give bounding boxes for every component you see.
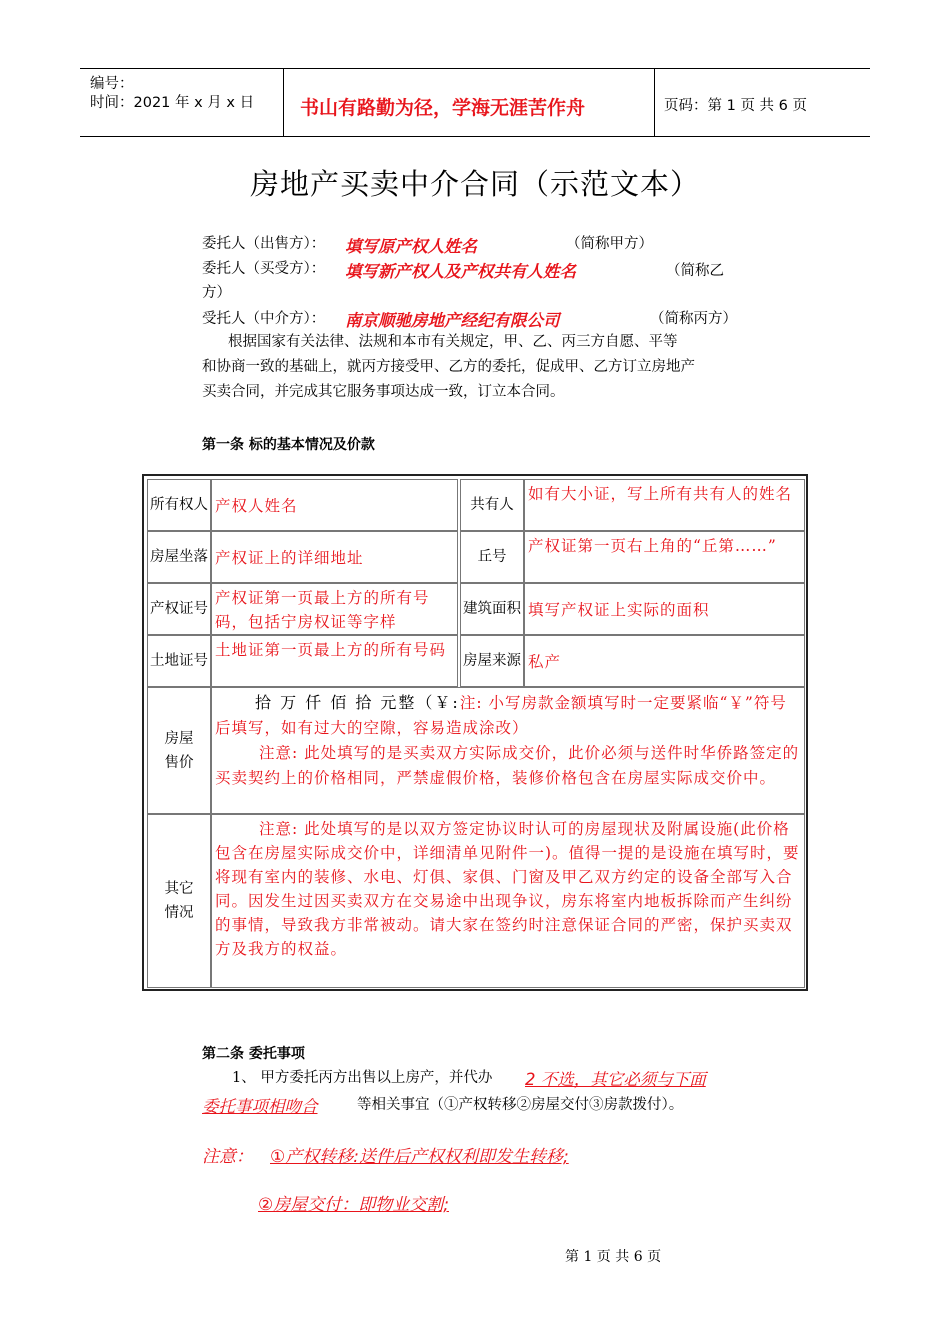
header-bottom-rule [80, 136, 870, 137]
source-value: 私产 [524, 635, 805, 687]
owner-value: 产权人姓名 [211, 479, 458, 531]
note-1: ①产权转移:送件后产权权利即发生转移; [270, 1147, 569, 1167]
co-owner-value: 如有大小证，写上所有共有人的姓名 [524, 479, 805, 531]
doc-date-label: 时间：2021 年 x 月 x 日 [90, 95, 255, 111]
section-1-heading: 第一条 标的基本情况及价款 [202, 437, 375, 453]
plot-label: 丘号 [460, 531, 524, 583]
seller-abbr: （简称甲方） [566, 236, 653, 252]
location-value: 产权证上的详细地址 [211, 531, 458, 583]
item-1-suffix: 等相关事宜（①产权转移②房屋交付③房款拨付）。 [357, 1097, 684, 1113]
area-value: 填写产权证上实际的面积 [524, 583, 805, 635]
price-note-1: 注: 小写房款金额填写时一定要紧临“￥”符号后填写，如有过大的空隙，容易造成涂改） [215, 694, 787, 737]
land-label: 土地证号 [147, 635, 211, 687]
header-divider [654, 69, 655, 136]
buyer-abbr: （简称乙 [666, 263, 724, 279]
price-label: 房屋售价 [147, 687, 211, 814]
header-slogan: 书山有路勤为径，学海无涯苦作舟 [300, 97, 586, 119]
buyer-fill: 填写新产权人及产权共有人姓名 [345, 262, 576, 281]
item-1-fill: 2 不选，其它必须与下面 [525, 1070, 706, 1089]
seller-label: 委托人（出售方）： [202, 236, 326, 252]
owner-label: 所有权人 [147, 479, 211, 531]
intro-line: 买卖合同，并完成其它服务事项达成一致，订立本合同。 [202, 384, 565, 400]
buyer-label: 委托人（买受方）： [202, 261, 326, 277]
other-label: 其它情况 [147, 814, 211, 988]
co-owner-label: 共有人 [460, 479, 524, 531]
agent-fill: 南京顺驰房地产经纪有限公司 [345, 311, 560, 330]
property-table [142, 474, 808, 991]
header-page-label: 页码：第 1 页 共 6 页 [664, 98, 807, 114]
agent-label: 受托人（中介方）： [202, 311, 326, 327]
intro-line: 和协商一致的基础上，就丙方接受甲、乙方的委托，促成甲、乙方订立房地产 [202, 359, 695, 375]
other-value: 注意: 此处填写的是以双方签定协议时认可的房屋现状及附属设施(此价格包含在房屋实际成交价中，详细清单见附件一)。值得一提的是设施在填写时，要将现有室内的装修、水电、灯俱、家俱、门窗及甲乙双方约定的设备全部写入合同。因发生过因买卖双方在交易途中出现争议，房东将室内地板拆除而产生纠纷的事情，导致我方非常被动。请大家在签约时注意保证合同的严密，保护买卖双方及我方的权益。 [211, 814, 805, 988]
item-1-fill-cont: 委托事项相吻合 [202, 1097, 318, 1116]
area-label: 建筑面积 [460, 583, 524, 635]
location-label: 房屋坐落 [147, 531, 211, 583]
note-label: 注意： [202, 1147, 253, 1167]
page-title: 房地产买卖中介合同（示范文本） [249, 167, 700, 201]
cert-value: 产权证第一页最上方的所有号码，包括宁房权证等字样 [211, 583, 458, 635]
header-top-rule [80, 68, 870, 69]
header-divider [283, 69, 284, 136]
land-value: 土地证第一页最上方的所有号码 [211, 635, 458, 687]
agent-abbr: （简称丙方） [650, 311, 737, 327]
section-2-heading: 第二条 委托事项 [202, 1046, 305, 1062]
intro-line: 根据国家有关法律、法规和本市有关规定，甲、乙、丙三方自愿、平等 [228, 334, 678, 350]
price-note-2: 注意: 此处填写的是买卖双方实际成交价，此价必须与送件时华侨路签定的买卖契约上的价格相同，严禁虚假价格，装修价格包含在房屋实际成交价中。 [215, 744, 800, 787]
price-units: 拾 万 仟 佰 拾 元整（￥: [255, 693, 460, 712]
source-label: 房屋来源 [460, 635, 524, 687]
doc-code-label: 编号： [90, 76, 134, 92]
cert-label: 产权证号 [147, 583, 211, 635]
plot-value: 产权证第一页右上角的“丘第……” [524, 531, 805, 583]
price-value [211, 687, 805, 814]
seller-fill: 填写原产权人姓名 [345, 237, 477, 256]
buyer-abbr-wrap: 方） [202, 285, 231, 301]
page-footer: 第 1 页 共 6 页 [565, 1249, 662, 1265]
note-2: ②房屋交付：即物业交割; [258, 1195, 449, 1215]
item-1-prefix: 1、 甲方委托丙方出售以上房产，并代办 [232, 1070, 493, 1086]
